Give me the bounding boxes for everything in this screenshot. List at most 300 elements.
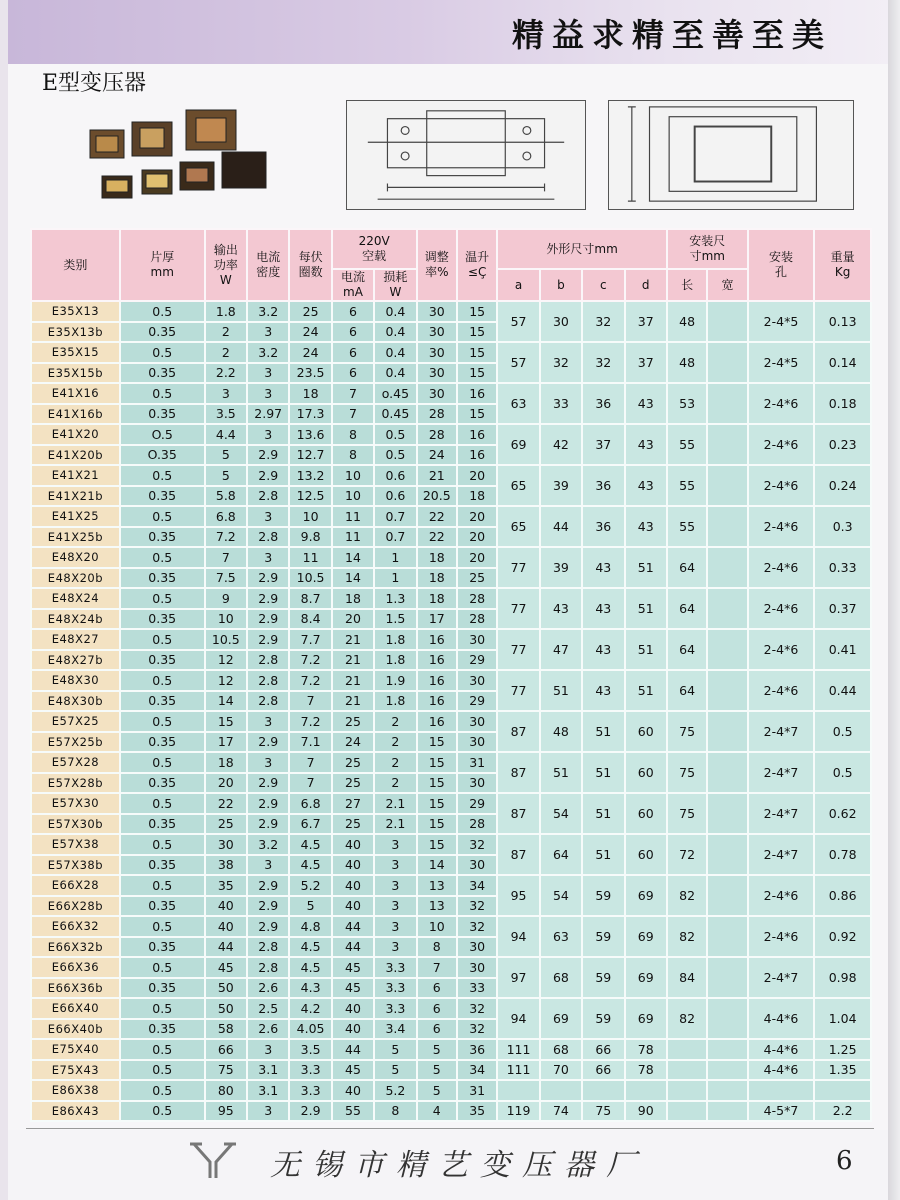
cell-value: 6.8 xyxy=(205,506,247,527)
cell-value: 7 xyxy=(332,404,374,425)
cell-value: 5.2 xyxy=(289,875,331,896)
cell-hole: 2-4*6 xyxy=(748,629,815,670)
cell-value: 75 xyxy=(205,1060,247,1081)
cell-hole: 2-4*7 xyxy=(748,711,815,752)
cell-d: 51 xyxy=(625,670,667,711)
cell-value: 0.35 xyxy=(120,732,205,753)
cell-type: E75X40 xyxy=(31,1039,120,1060)
cell-d: 43 xyxy=(625,424,667,465)
cell-value: 7.7 xyxy=(289,629,331,650)
cell-value: 0.5 xyxy=(374,445,416,466)
cell-value: 32 xyxy=(457,916,497,937)
cell-c: 59 xyxy=(582,998,624,1039)
cell-type: E57X38b xyxy=(31,855,120,876)
cell-width xyxy=(707,465,747,506)
cell-value: 3 xyxy=(247,547,289,568)
cell-value: 2 xyxy=(205,342,247,363)
cell-value: 15 xyxy=(457,363,497,384)
cell-value: 30 xyxy=(457,670,497,691)
cell-value: 28 xyxy=(417,424,457,445)
cell-value: 2 xyxy=(374,732,416,753)
cell-type: E41X25 xyxy=(31,506,120,527)
cell-value: 2.9 xyxy=(247,916,289,937)
cell-type: E35X13b xyxy=(31,322,120,343)
cell-value: 0.5 xyxy=(120,1101,205,1122)
cell-value: 16 xyxy=(417,650,457,671)
cell-value: 8 xyxy=(332,424,374,445)
cell-value: 7 xyxy=(205,547,247,568)
cell-value: 0.35 xyxy=(120,1019,205,1040)
cell-a: 63 xyxy=(497,383,539,424)
cell-weight: 0.13 xyxy=(814,301,871,342)
cell-weight: 0.44 xyxy=(814,670,871,711)
cell-a: 95 xyxy=(497,875,539,916)
cell-value: 7 xyxy=(289,773,331,794)
cell-value: 0.4 xyxy=(374,363,416,384)
col-dim-d: d xyxy=(625,269,667,301)
cell-value: 10.5 xyxy=(289,568,331,589)
cell-value: 5 xyxy=(205,445,247,466)
cell-value: 4.5 xyxy=(289,834,331,855)
cell-a: 87 xyxy=(497,834,539,875)
cell-value: 44 xyxy=(205,937,247,958)
spec-table xyxy=(30,228,872,1122)
cell-value: 12 xyxy=(205,670,247,691)
cell-value: 18 xyxy=(417,568,457,589)
cell-type: E41X25b xyxy=(31,527,120,548)
table-row xyxy=(31,1039,871,1060)
spec-table-body xyxy=(31,301,871,1121)
cell-value: 95 xyxy=(205,1101,247,1122)
cell-b: 68 xyxy=(540,1039,582,1060)
cell-value: 4.3 xyxy=(289,978,331,999)
cell-value: 13 xyxy=(417,896,457,917)
cell-value: 20.5 xyxy=(417,486,457,507)
cell-a: 119 xyxy=(497,1101,539,1122)
cell-value: 3 xyxy=(247,1039,289,1060)
table-row xyxy=(31,1101,871,1122)
cell-value: 15 xyxy=(457,404,497,425)
cell-value: 11 xyxy=(332,506,374,527)
table-row xyxy=(31,1080,871,1101)
cell-value: 3 xyxy=(247,752,289,773)
cell-value: 8 xyxy=(374,1101,416,1122)
cell-value: 0.35 xyxy=(120,609,205,630)
cell-value: 21 xyxy=(332,629,374,650)
table-row xyxy=(31,424,871,445)
cell-c: 59 xyxy=(582,875,624,916)
cell-weight: 0.5 xyxy=(814,752,871,793)
cell-value: 0.5 xyxy=(120,875,205,896)
cell-value: 31 xyxy=(457,752,497,773)
cell-value: 15 xyxy=(457,342,497,363)
cell-value: 25 xyxy=(332,814,374,835)
cell-weight: 0.23 xyxy=(814,424,871,465)
cell-width xyxy=(707,834,747,875)
cell-width xyxy=(707,711,747,752)
cell-value: 3.2 xyxy=(247,834,289,855)
cell-value: 30 xyxy=(457,957,497,978)
col-group-noload: 220V 空载 xyxy=(332,229,417,269)
cell-weight: 0.98 xyxy=(814,957,871,998)
cell-value: 16 xyxy=(417,629,457,650)
cell-length: 48 xyxy=(667,342,707,383)
cell-value: 3.3 xyxy=(374,998,416,1019)
cell-type: E66X40 xyxy=(31,998,120,1019)
cell-d: 78 xyxy=(625,1060,667,1081)
cell-a: 111 xyxy=(497,1060,539,1081)
cell-weight: 0.18 xyxy=(814,383,871,424)
cell-length: 64 xyxy=(667,629,707,670)
cell-length: 82 xyxy=(667,916,707,957)
footer-divider xyxy=(26,1128,874,1129)
cell-value: 7.2 xyxy=(289,670,331,691)
cell-length: 84 xyxy=(667,957,707,998)
cell-type: E57X25 xyxy=(31,711,120,732)
cell-value: 0.5 xyxy=(120,588,205,609)
cell-b: 54 xyxy=(540,875,582,916)
col-noload-current: 电流 mA xyxy=(332,269,374,301)
cell-length: 75 xyxy=(667,752,707,793)
cell-value: 3 xyxy=(247,363,289,384)
table-row xyxy=(31,793,871,814)
cell-b: 68 xyxy=(540,957,582,998)
cell-value: 3 xyxy=(247,1101,289,1122)
cell-a xyxy=(497,1080,539,1101)
cell-value: 14 xyxy=(332,547,374,568)
cell-a: 87 xyxy=(497,793,539,834)
cell-length: 75 xyxy=(667,793,707,834)
cell-b: 51 xyxy=(540,752,582,793)
cell-value: 6 xyxy=(332,301,374,322)
cell-hole: 4-4*6 xyxy=(748,1039,815,1060)
cell-value: 5.8 xyxy=(205,486,247,507)
cell-weight xyxy=(814,1080,871,1101)
cell-length: 82 xyxy=(667,875,707,916)
cell-type: E41X16b xyxy=(31,404,120,425)
cell-value: 2.5 xyxy=(247,998,289,1019)
cell-length xyxy=(667,1080,707,1101)
cell-b: 51 xyxy=(540,670,582,711)
cell-width xyxy=(707,998,747,1039)
cell-value: 3.2 xyxy=(247,342,289,363)
cell-value: 45 xyxy=(332,978,374,999)
cell-value: 10.5 xyxy=(205,629,247,650)
cell-a: 57 xyxy=(497,301,539,342)
cell-value: 2.9 xyxy=(247,588,289,609)
cell-value: 1.8 xyxy=(374,691,416,712)
cell-value: 0.5 xyxy=(120,670,205,691)
cell-value: 45 xyxy=(332,1060,374,1081)
cell-value: 2.8 xyxy=(247,486,289,507)
cell-value: 3 xyxy=(374,937,416,958)
cell-value: 24 xyxy=(289,322,331,343)
col-type: 类别 xyxy=(31,229,120,301)
cell-value: 4 xyxy=(417,1101,457,1122)
cell-type: E48X24b xyxy=(31,609,120,630)
cell-length: 64 xyxy=(667,588,707,629)
cell-value: 0.5 xyxy=(120,916,205,937)
cell-c: 37 xyxy=(582,424,624,465)
cell-type: E41X20 xyxy=(31,424,120,445)
cell-value: 5 xyxy=(417,1039,457,1060)
cell-value: 3 xyxy=(374,896,416,917)
cell-d: 51 xyxy=(625,629,667,670)
table-row xyxy=(31,957,871,978)
page-title: E型变压器 xyxy=(42,71,147,96)
cell-value: 35 xyxy=(205,875,247,896)
cell-width xyxy=(707,547,747,588)
cell-weight: 2.2 xyxy=(814,1101,871,1122)
cell-c: 51 xyxy=(582,793,624,834)
cell-value: 15 xyxy=(417,773,457,794)
cell-value: 20 xyxy=(332,609,374,630)
cell-b: 32 xyxy=(540,342,582,383)
cell-d xyxy=(625,1080,667,1101)
table-row xyxy=(31,506,871,527)
cell-value: 5.2 xyxy=(374,1080,416,1101)
front-dimension-diagram xyxy=(346,100,586,210)
cell-value: 24 xyxy=(332,732,374,753)
cell-value: 6 xyxy=(332,342,374,363)
cell-value: 4.8 xyxy=(289,916,331,937)
cell-width xyxy=(707,506,747,547)
cell-value: 9 xyxy=(205,588,247,609)
page-number: 6 xyxy=(836,1146,853,1176)
cell-length: 53 xyxy=(667,383,707,424)
cell-hole: 2-4*7 xyxy=(748,957,815,998)
cell-value: 0.35 xyxy=(120,691,205,712)
cell-value: 5 xyxy=(417,1080,457,1101)
cell-value: 2.1 xyxy=(374,793,416,814)
cell-d: 60 xyxy=(625,834,667,875)
cell-value: 6 xyxy=(332,363,374,384)
cell-d: 90 xyxy=(625,1101,667,1122)
table-row xyxy=(31,711,871,732)
cell-d: 60 xyxy=(625,793,667,834)
cell-c: 32 xyxy=(582,301,624,342)
cell-value: 1.3 xyxy=(374,588,416,609)
cell-width xyxy=(707,1039,747,1060)
cell-b: 74 xyxy=(540,1101,582,1122)
cell-d: 51 xyxy=(625,588,667,629)
cell-hole: 2-4*7 xyxy=(748,752,815,793)
cell-a: 87 xyxy=(497,711,539,752)
table-row xyxy=(31,301,871,322)
cell-a: 77 xyxy=(497,670,539,711)
cell-value: 18 xyxy=(205,752,247,773)
cell-value: 29 xyxy=(457,793,497,814)
cell-value: 10 xyxy=(205,609,247,630)
cell-value: 44 xyxy=(332,937,374,958)
cell-weight: 1.35 xyxy=(814,1060,871,1081)
cell-a: 77 xyxy=(497,629,539,670)
cell-value: 5 xyxy=(289,896,331,917)
cell-value: 0.35 xyxy=(120,486,205,507)
cell-value: 6.7 xyxy=(289,814,331,835)
cell-value: 16 xyxy=(457,383,497,404)
cell-value: 0.5 xyxy=(120,383,205,404)
cell-value: 0.5 xyxy=(120,834,205,855)
cell-value: 3.2 xyxy=(247,301,289,322)
cell-value: 11 xyxy=(332,527,374,548)
cell-value: 34 xyxy=(457,1060,497,1081)
cell-value: 3.3 xyxy=(374,957,416,978)
table-row xyxy=(31,547,871,568)
cell-length: 55 xyxy=(667,506,707,547)
cell-value: 25 xyxy=(205,814,247,835)
cell-value: 2.9 xyxy=(247,875,289,896)
cell-value: 32 xyxy=(457,1019,497,1040)
cell-value: 6.8 xyxy=(289,793,331,814)
cell-type: E66X36b xyxy=(31,978,120,999)
cell-value: 2.9 xyxy=(247,793,289,814)
cell-a: 94 xyxy=(497,998,539,1039)
cell-width xyxy=(707,301,747,342)
cell-hole: 2-4*7 xyxy=(748,834,815,875)
cell-value: 24 xyxy=(417,445,457,466)
cell-value: 15 xyxy=(457,301,497,322)
table-row xyxy=(31,916,871,937)
cell-type: E57X38 xyxy=(31,834,120,855)
cell-value: 40 xyxy=(332,1019,374,1040)
table-row xyxy=(31,834,871,855)
cell-b: 47 xyxy=(540,629,582,670)
cell-value: 7 xyxy=(417,957,457,978)
page-edge xyxy=(888,0,900,1200)
cell-value: 25 xyxy=(289,301,331,322)
cell-value: 3 xyxy=(247,322,289,343)
cell-value: 1 xyxy=(374,547,416,568)
cell-c: 43 xyxy=(582,629,624,670)
table-row xyxy=(31,465,871,486)
cell-c: 51 xyxy=(582,711,624,752)
cell-b: 54 xyxy=(540,793,582,834)
table-row xyxy=(31,629,871,650)
cell-hole: 2-4*6 xyxy=(748,383,815,424)
cell-c: 32 xyxy=(582,342,624,383)
cell-c: 36 xyxy=(582,506,624,547)
cell-weight: 0.5 xyxy=(814,711,871,752)
cell-hole: 2-4*6 xyxy=(748,875,815,916)
cell-a: 97 xyxy=(497,957,539,998)
cell-b: 70 xyxy=(540,1060,582,1081)
cell-value: 5 xyxy=(374,1060,416,1081)
cell-b: 48 xyxy=(540,711,582,752)
cell-b: 30 xyxy=(540,301,582,342)
table-row xyxy=(31,875,871,896)
cell-width xyxy=(707,1080,747,1101)
cell-value: 40 xyxy=(332,1080,374,1101)
cell-value: 50 xyxy=(205,978,247,999)
cell-value: 12.7 xyxy=(289,445,331,466)
table-row xyxy=(31,1060,871,1081)
cell-value: 0.35 xyxy=(120,568,205,589)
cell-value: 8.4 xyxy=(289,609,331,630)
cell-value: 0.35 xyxy=(120,527,205,548)
cell-value: 80 xyxy=(205,1080,247,1101)
cell-value: 16 xyxy=(417,691,457,712)
cell-type: E66X32 xyxy=(31,916,120,937)
cell-value: 0.35 xyxy=(120,896,205,917)
cell-type: E48X27 xyxy=(31,629,120,650)
cell-c: 43 xyxy=(582,547,624,588)
cell-value: 6 xyxy=(417,998,457,1019)
cell-value: 0.35 xyxy=(120,773,205,794)
cell-value: 30 xyxy=(417,383,457,404)
cell-d: 37 xyxy=(625,301,667,342)
cell-value: 24 xyxy=(289,342,331,363)
cell-type: E66X28 xyxy=(31,875,120,896)
cell-length: 64 xyxy=(667,547,707,588)
cell-value: O.5 xyxy=(120,424,205,445)
cell-value: 32 xyxy=(457,998,497,1019)
cell-value: 3.1 xyxy=(247,1080,289,1101)
cell-value: 21 xyxy=(332,670,374,691)
cell-value: 30 xyxy=(417,342,457,363)
cell-value: 4.05 xyxy=(289,1019,331,1040)
cell-value: 1.8 xyxy=(374,629,416,650)
cell-length: 82 xyxy=(667,998,707,1039)
cell-hole: 2-4*5 xyxy=(748,342,815,383)
cell-type: E66X40b xyxy=(31,1019,120,1040)
cell-value: 4.5 xyxy=(289,855,331,876)
cell-value: 0.5 xyxy=(120,506,205,527)
cell-b: 42 xyxy=(540,424,582,465)
col-dim-c: c xyxy=(582,269,624,301)
col-group-dims: 外形尺寸mm xyxy=(497,229,667,269)
cell-value: 0.4 xyxy=(374,322,416,343)
cell-value: 18 xyxy=(457,486,497,507)
cell-value: 0.5 xyxy=(120,465,205,486)
cell-value: 0.6 xyxy=(374,486,416,507)
cell-c: 43 xyxy=(582,588,624,629)
cell-d: 43 xyxy=(625,383,667,424)
cell-value: 5 xyxy=(374,1039,416,1060)
cell-d: 43 xyxy=(625,506,667,547)
cell-value: 2 xyxy=(374,711,416,732)
cell-value: 14 xyxy=(332,568,374,589)
cell-value: 2.97 xyxy=(247,404,289,425)
cell-type: E48X24 xyxy=(31,588,120,609)
cell-weight: 0.41 xyxy=(814,629,871,670)
cell-width xyxy=(707,588,747,629)
cell-d: 69 xyxy=(625,875,667,916)
cell-value: 25 xyxy=(332,773,374,794)
cell-value: 40 xyxy=(332,855,374,876)
cell-hole: 2-4*6 xyxy=(748,506,815,547)
cell-value: 15 xyxy=(205,711,247,732)
cell-hole: 2-4*5 xyxy=(748,301,815,342)
cell-value: 11 xyxy=(289,547,331,568)
cell-hole: 4-4*6 xyxy=(748,998,815,1039)
cell-value: 2.8 xyxy=(247,957,289,978)
cell-value: 2.8 xyxy=(247,527,289,548)
cell-length: 55 xyxy=(667,465,707,506)
cell-value: 0.35 xyxy=(120,322,205,343)
cell-value: 30 xyxy=(457,629,497,650)
cell-value: 3 xyxy=(247,506,289,527)
cell-value: 25 xyxy=(457,568,497,589)
cell-value: 44 xyxy=(332,916,374,937)
cell-hole: 2-4*6 xyxy=(748,547,815,588)
cell-value: 21 xyxy=(417,465,457,486)
cell-width xyxy=(707,629,747,670)
cell-value: 2.8 xyxy=(247,691,289,712)
cell-value: 0.5 xyxy=(120,793,205,814)
cell-width xyxy=(707,1060,747,1081)
cell-value: 0.5 xyxy=(120,1080,205,1101)
